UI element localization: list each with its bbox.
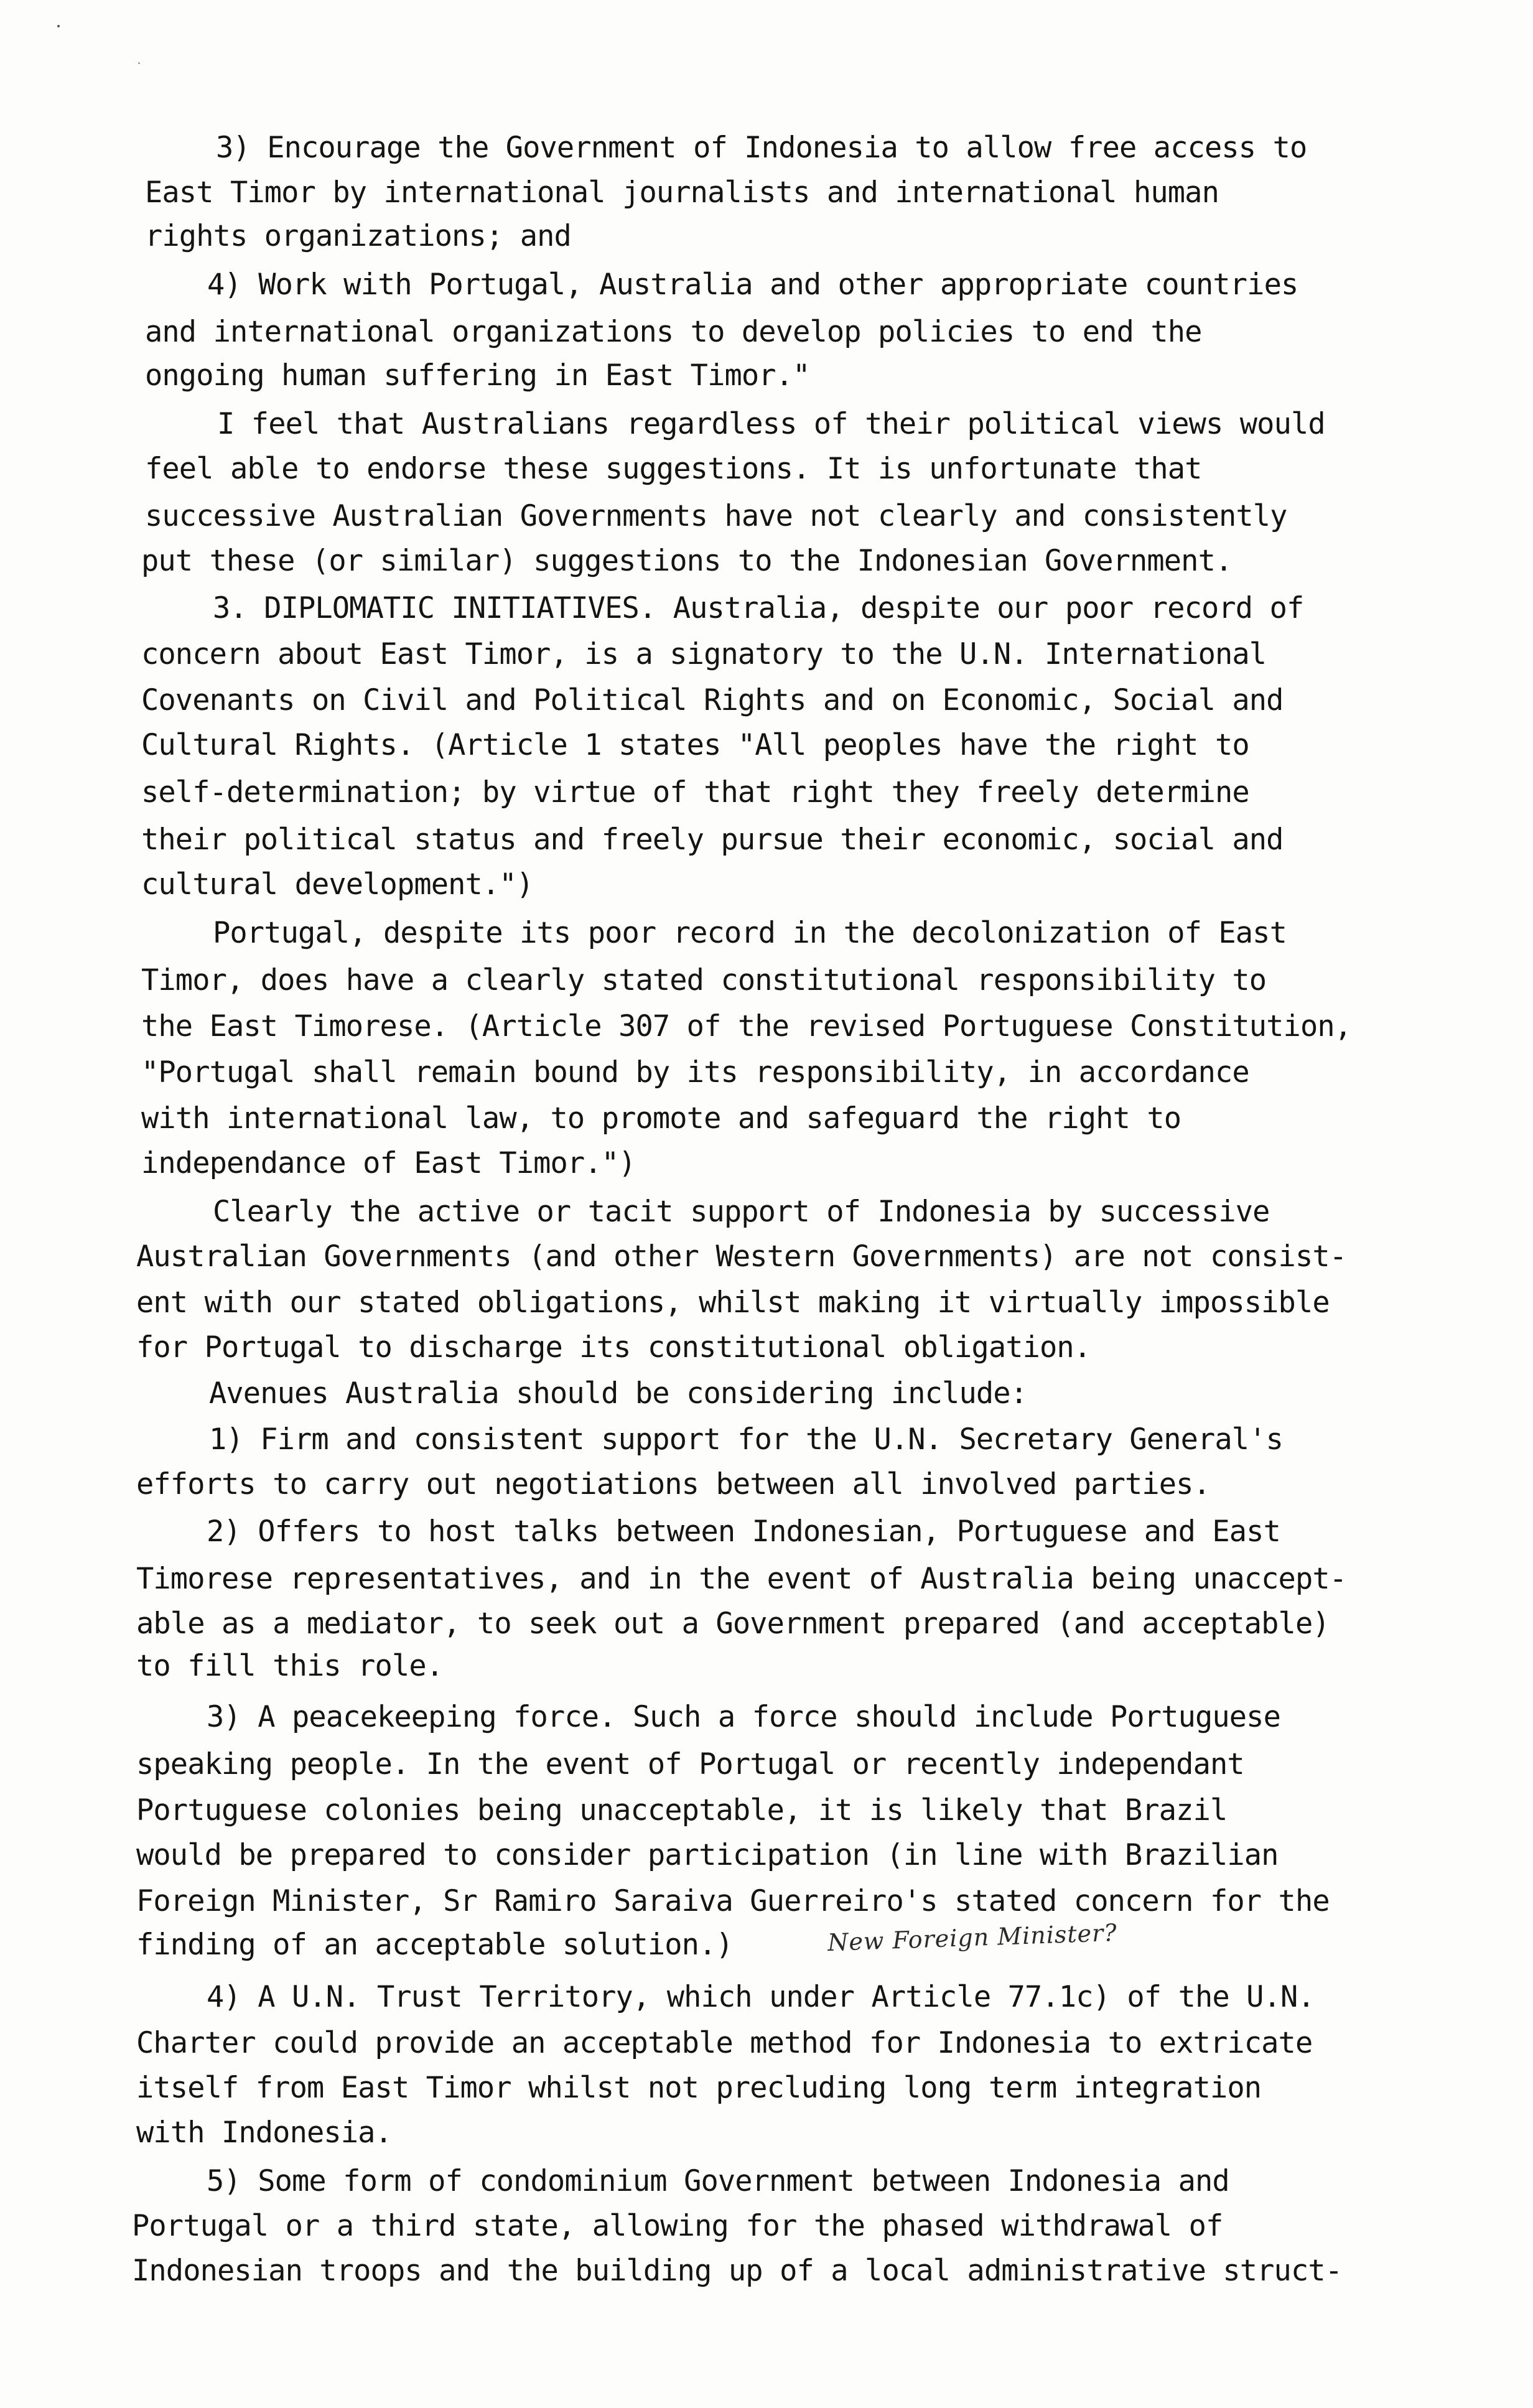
text-line: "Portugal shall remain bound by its responsibility, in accordance	[141, 1055, 1249, 1090]
text-line: to fill this role.	[136, 1649, 444, 1683]
text-line: 3. DIPLOMATIC INITIATIVES. Australia, despite our poor record of	[213, 591, 1304, 625]
text-line: 1) Firm and consistent support for the U.N. Secretary General's	[209, 1422, 1283, 1457]
text-line: Timor, does have a clearly stated constitutional responsibility to	[141, 963, 1267, 997]
text-line: for Portugal to discharge its constitutional obligation.	[136, 1330, 1091, 1365]
text-line: Indonesian troops and the building up of a local administrative struct-	[132, 2254, 1343, 2288]
text-line: cultural development.")	[141, 867, 534, 902]
text-line: put these (or similar) suggestions to the Indonesian Government.	[141, 544, 1232, 578]
text-line: self-determination; by virtue of that right they freely determine	[141, 775, 1249, 810]
text-line: 2) Offers to host talks between Indonesian, Portuguese and East	[207, 1514, 1280, 1549]
text-line: concern about East Timor, is a signatory to the U.N. International	[141, 637, 1267, 671]
text-line: speaking people. In the event of Portugal or recently independant	[136, 1747, 1244, 1781]
text-line: Avenues Australia should be considering include:	[209, 1376, 1028, 1411]
text-line: 4) Work with Portugal, Australia and other appropriate countries	[207, 268, 1298, 302]
text-line: rights organizations; and	[145, 219, 571, 253]
text-line: Charter could provide an acceptable method for Indonesia to extricate	[136, 2026, 1313, 2060]
text-line: finding of an acceptable solution.)	[136, 1928, 733, 1962]
scan-speck	[57, 25, 60, 27]
text-line: I feel that Australians regardless of their political views would	[217, 407, 1325, 441]
text-line: Foreign Minister, Sr Ramiro Saraiva Guerreiro's stated concern for the	[136, 1884, 1330, 1918]
text-line: feel able to endorse these suggestions. It is unfortunate that	[145, 452, 1202, 486]
text-line: East Timor by international journalists and international human	[145, 175, 1219, 210]
text-line: 5) Some form of condominium Government between Indonesia and	[207, 2164, 1229, 2198]
text-line: Portuguese colonies being unacceptable, it is likely that Brazil	[136, 1793, 1228, 1827]
text-line: Cultural Rights. (Article 1 states "All peoples have the right to	[141, 728, 1249, 762]
text-line: efforts to carry out negotiations between all involved parties.	[136, 1467, 1210, 1501]
text-line: itself from East Timor whilst not precluding long term integration	[136, 2071, 1262, 2105]
text-line: their political status and freely pursue their economic, social and	[141, 823, 1284, 857]
scan-speck	[138, 62, 140, 64]
text-line: 3) A peacekeeping force. Such a force should include Portuguese	[207, 1700, 1280, 1734]
text-line: with Indonesia.	[136, 2116, 392, 2150]
handwritten-annotation: New Foreign Minister?	[827, 1918, 1118, 1957]
text-line: would be prepared to consider participation (in line with Brazilian	[136, 1838, 1279, 1872]
text-line: ent with our stated obligations, whilst making it virtually impossible	[136, 1286, 1330, 1320]
text-line: with international law, to promote and safeguard the right to	[141, 1101, 1181, 1136]
text-line: 4) A U.N. Trust Territory, which under Article 77.1c) of the U.N.	[207, 1980, 1315, 2014]
text-line: 3) Encourage the Government of Indonesia to allow free access to	[216, 131, 1307, 165]
text-line: independance of East Timor.")	[141, 1146, 636, 1180]
text-line: able as a mediator, to seek out a Government prepared (and acceptable)	[136, 1607, 1330, 1641]
text-line: successive Australian Governments have not clearly and consistently	[145, 499, 1287, 533]
text-line: and international organizations to develop policies to end the	[145, 315, 1202, 349]
text-line: Portugal, despite its poor record in the decolonization of East	[213, 916, 1287, 950]
text-line: Portugal or a third state, allowing for the phased withdrawal of	[132, 2209, 1223, 2243]
text-line: the East Timorese. (Article 307 of the revised Portuguese Constitution,	[141, 1009, 1352, 1043]
text-line: Timorese representatives, and in the event of Australia being unaccept-	[136, 1562, 1347, 1596]
text-line: Clearly the active or tacit support of Indonesia by successive	[213, 1195, 1270, 1229]
text-line: Covenants on Civil and Political Rights and on Economic, Social and	[141, 683, 1284, 717]
text-line: ongoing human suffering in East Timor."	[145, 358, 810, 393]
text-line: Australian Governments (and other Western Governments) are not consist-	[136, 1239, 1347, 1274]
